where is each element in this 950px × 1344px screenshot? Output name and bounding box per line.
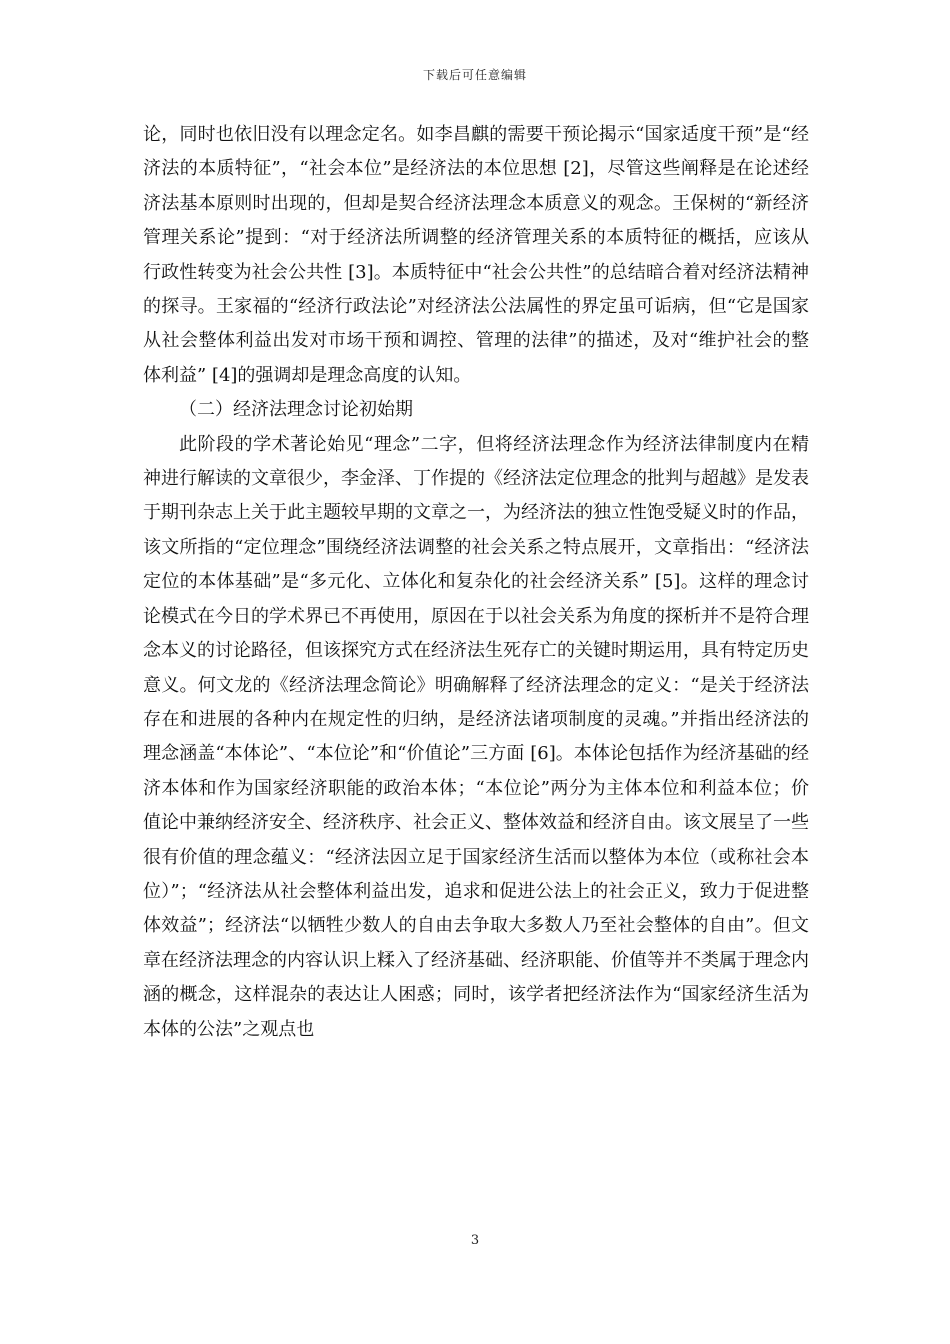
page-header: 下载后可任意编辑 — [422, 68, 527, 82]
paragraph-2: 此阶段的学术著论始见“理念”二字，但将经济法理念作为经济法律制度内在精神进行解读的文章很少，李金泽、丁作提的《经济法定位理念的批判与超越》是发表于期刊杂志上关于此主题较早期的文章之一，为经济法的独立性饱受疑义时的作品，该文所指的“定位理念”围绕经济法调整的社会关系之特点展开，文章指出：“经济法定位的本体基础”是“多元化、立体化和复杂化的社会经济关系” [5]。这样的理念讨论模式在今日的学术界已不再使用，原因在于以社会关系为角度的探析并不是符合理念本义的讨论路径，但该探究方式在经济法生死存亡的关键时期运用，具有特定历史意义。何文龙的《经济法理念简论》明确解释了经济法理念的定义：“是关于经济法存在和进展的各种内在规定性的归纳，是经济法诸项制度的灵魂。”并指出经济法的理念涵盖“本体论”、“本位论”和“价值论”三方面 [6]。本体论包括作为经济基础的经济本体和作为国家经济职能的政治本体；“本位论”两分为主体本位和利益本位；价值论中兼纳经济安全、经济秩序、社会正义、整体效益和经济自由。该文展呈了一些很有价值的理念蕴义：“经济法因立足于国家经济生活而以整体为本位（或称社会本位）”；“经济法从社会整体利益出发，追求和促进公法上的社会正义，致力于促进整体效益”；经济法“以牺牲少数人的自由去争取大多数人乃至社会整体的自由”。但文章在经济法理念的内容认识上糅入了经济基础、经济职能、价值等并不类属于理念内涵的概念，这样混杂的表达让人困惑；同时，该学者把经济法作为“国家经济生活为本体的公法”之观点也 — [143, 433, 809, 1040]
document-body — [143, 118, 809, 1047]
page-number: 3 — [470, 1233, 480, 1248]
section-heading: （二）经济法理念讨论初始期 — [179, 399, 413, 421]
paragraph-1: 论，同时也依旧没有以理念定名。如李昌麒的需要干预论揭示“国家适度干预”是“经济法的本质特征”，“社会本位”是经济法的本位思想 [2]，尽管这些阐释是在论述经济法基本原则时出现的，但却是契合经济法理念本质意义的观念。王保树的“新经济管理关系论”提到：“对于经济法所调整的经济管理关系的本质特征的概括，应该从行政性转变为社会公共性 [3]。本质特征中“社会公共性”的总结暗合着对经济法精神的探寻。王家福的“经济行政法论”对经济法公法属性的界定虽可诟病，但“它是国家从社会整体利益出发对市场干预和调控、管理的法律”的描述，及对“维护社会的整体利益” [4]的强调却是理念高度的认知。 — [143, 124, 809, 386]
